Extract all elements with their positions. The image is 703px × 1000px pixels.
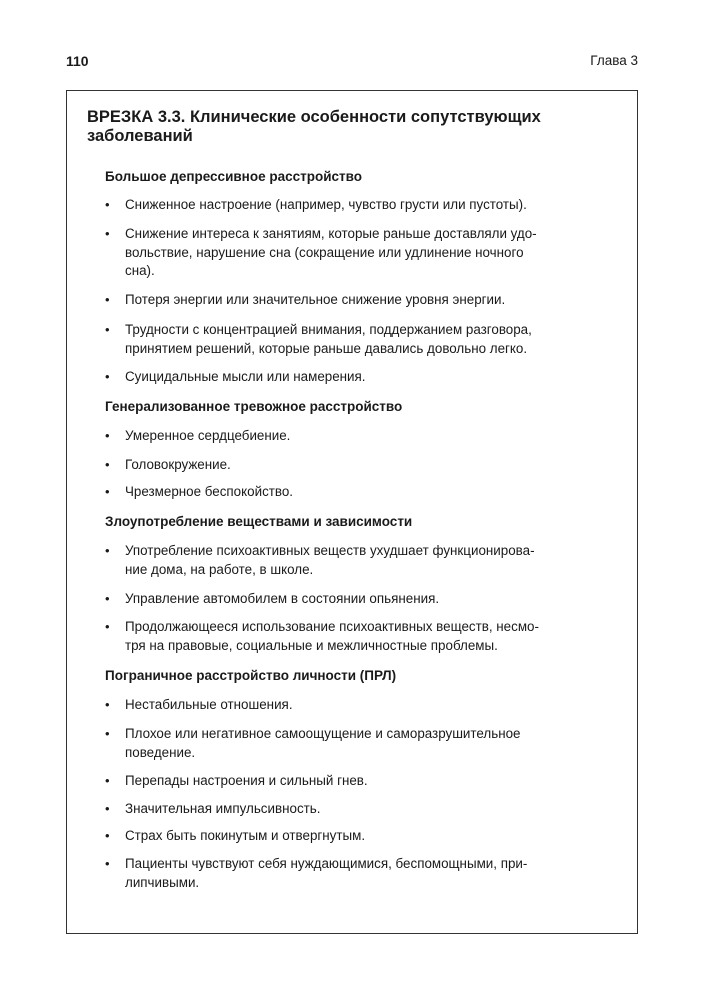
bullet-icon: • bbox=[105, 369, 110, 384]
list-item-text: Управление автомобилем в состоянии опьянения. bbox=[125, 591, 440, 606]
page-number: 110 bbox=[66, 53, 89, 69]
bullet-icon: • bbox=[105, 197, 110, 212]
bullet-icon: • bbox=[105, 484, 110, 499]
list-item-text: Чрезмерное беспокойство. bbox=[125, 484, 294, 499]
bullet-icon: • bbox=[105, 801, 110, 816]
list-item-text: Снижение интереса к занятиям, которые раньше доставляли удо- вольствие, нарушение сна (сокращение или удлинение ночного сна). bbox=[125, 226, 537, 278]
list-item bbox=[105, 321, 620, 358]
list-item-text: Головокружение. bbox=[125, 457, 231, 472]
list-item-text: Значительная импульсивность. bbox=[125, 801, 321, 816]
list-item-text: Сниженное настроение (например, чувство грусти или пустоты). bbox=[125, 197, 527, 212]
list-item bbox=[105, 483, 620, 502]
list-item bbox=[105, 291, 620, 310]
bullet-icon: • bbox=[105, 773, 110, 788]
list-item bbox=[105, 368, 620, 387]
box-title: ВРЕЗКА 3.3. Клинические особенности сопутствующих заболеваний bbox=[87, 108, 541, 145]
list-item bbox=[105, 827, 620, 846]
list-item-text: Страх быть покинутым и отвергнутым. bbox=[125, 828, 366, 843]
list-item bbox=[105, 225, 620, 281]
bullet-icon: • bbox=[105, 292, 110, 307]
list-item-text: Употребление психоактивных веществ ухудшает функционирова- ние дома, на работе, в школе. bbox=[125, 543, 535, 577]
list-item-text: Продолжающееся использование психоактивных веществ, несмо- тря на правовые, социальные и межличностные проблемы. bbox=[125, 619, 539, 653]
bullet-icon: • bbox=[105, 428, 110, 443]
list-item-text: Трудности с концентрацией внимания, поддержанием разговора, принятием решений, которые раньше давались довольно легко. bbox=[125, 322, 532, 356]
list-item bbox=[105, 696, 620, 715]
list-item bbox=[105, 725, 620, 762]
bullet-icon: • bbox=[105, 828, 110, 843]
list-item-text: Нестабильные отношения. bbox=[125, 697, 293, 712]
list-item bbox=[105, 456, 620, 475]
bullet-icon: • bbox=[105, 726, 110, 741]
bullet-icon: • bbox=[105, 697, 110, 712]
bullet-icon: • bbox=[105, 457, 110, 472]
bullet-icon: • bbox=[105, 322, 110, 337]
section-heading-substance-abuse: Злоупотребление веществами и зависимости bbox=[105, 514, 413, 529]
list-item bbox=[105, 542, 620, 579]
bullet-icon: • bbox=[105, 591, 110, 606]
list-item-text: Умеренное сердцебиение. bbox=[125, 428, 291, 443]
list-item-text: Перепады настроения и сильный гнев. bbox=[125, 773, 368, 788]
list-item-text: Потеря энергии или значительное снижение уровня энергии. bbox=[125, 292, 506, 307]
sidebar-box bbox=[66, 90, 638, 934]
list-item-text: Пациенты чувствуют себя нуждающимися, беспомощными, при- липчивыми. bbox=[125, 856, 528, 890]
list-item bbox=[105, 772, 620, 791]
list-item bbox=[105, 196, 620, 215]
bullet-icon: • bbox=[105, 856, 110, 871]
page-header bbox=[66, 52, 640, 72]
bullet-icon: • bbox=[105, 619, 110, 634]
section-heading-bpd: Пограничное расстройство личности (ПРЛ) bbox=[105, 668, 397, 683]
list-item-text: Плохое или негативное самоощущение и саморазрушительное поведение. bbox=[125, 726, 521, 760]
running-head: Глава 3 bbox=[590, 53, 638, 68]
list-item bbox=[105, 855, 620, 892]
list-item-text: Суицидальные мысли или намерения. bbox=[125, 369, 366, 384]
list-item bbox=[105, 590, 620, 609]
list-item bbox=[105, 618, 620, 655]
section-heading-depression: Большое депрессивное расстройство bbox=[105, 169, 362, 184]
bullet-icon: • bbox=[105, 226, 110, 241]
list-item bbox=[105, 800, 620, 819]
bullet-icon: • bbox=[105, 543, 110, 558]
section-heading-anxiety: Генерализованное тревожное расстройство bbox=[105, 399, 403, 414]
list-item bbox=[105, 427, 620, 446]
